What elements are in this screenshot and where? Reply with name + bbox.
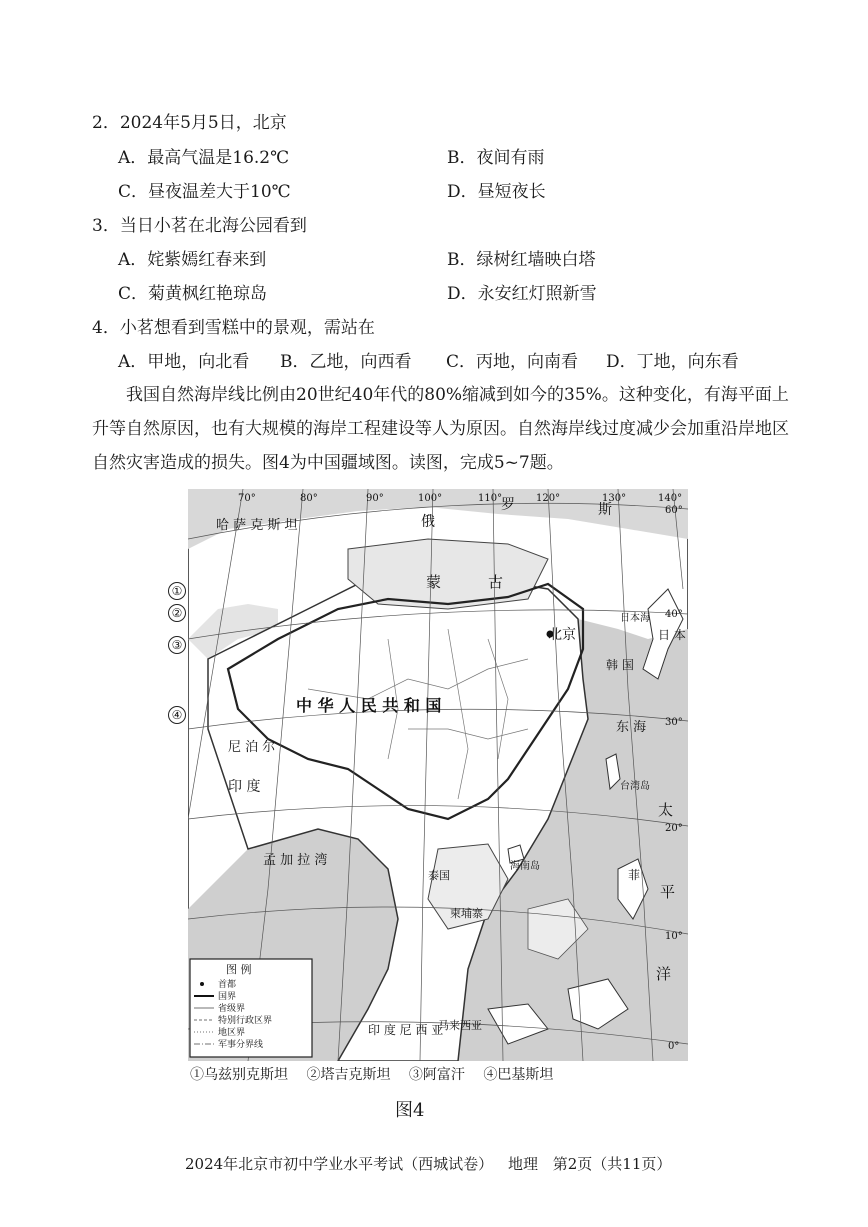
key-item-1: ①乌兹别克斯坦 — [190, 1067, 288, 1083]
label-russia-1: 俄 — [421, 514, 435, 530]
label-russia-2: 罗 — [501, 497, 515, 513]
label-china: 中 华 人 民 共 和 国 — [296, 696, 442, 715]
question-2-option-d: D．昼短夜长 — [447, 182, 546, 202]
label-thailand: 泰国 — [428, 869, 450, 882]
question-2-option-a: A．最高气温是16.2℃ — [118, 148, 290, 168]
callout-2: ② — [168, 604, 186, 622]
legend-item-provincial-border: 省级界 — [218, 1004, 246, 1014]
lat-label-0: 0° — [668, 1041, 680, 1052]
key-item-3: ③阿富汗 — [408, 1067, 465, 1083]
label-mongolia-1: 蒙 — [426, 573, 442, 591]
label-taiwan: 台湾岛 — [620, 781, 650, 792]
lon-label-100: 100° — [418, 493, 443, 504]
lon-label-120: 120° — [536, 493, 561, 504]
legend-item-national-border: 国界 — [218, 992, 237, 1002]
question-4-option-a: A．甲地，向北看 — [118, 352, 250, 372]
question-3-option-c: C．菊黄枫红艳琼岛 — [118, 284, 268, 304]
label-sea-of-japan: 日本海 — [620, 613, 650, 624]
lat-label-10: 10° — [665, 931, 683, 942]
legend-capital-symbol — [200, 982, 204, 986]
question-3-option-a: A．姹紫嫣红春来到 — [118, 250, 267, 270]
question-3-stem: 3．当日小茗在北海公园看到 — [92, 216, 307, 236]
footer-subject: 地理 — [507, 1155, 538, 1173]
label-east-china-sea: 东 海 — [616, 720, 647, 735]
lat-label-60: 60° — [665, 505, 683, 516]
lon-label-70: 70° — [238, 493, 256, 504]
legend-item-military-line: 军事分界线 — [218, 1040, 264, 1050]
label-bay-of-bengal: 孟 加 拉 湾 — [263, 853, 328, 868]
legend-item-capital: 首都 — [218, 980, 237, 990]
page-footer — [185, 1153, 681, 1174]
label-indonesia: 印 度 尼 西 亚 — [368, 1023, 444, 1037]
question-2-stem: 2．2024年5月5日，北京 — [92, 113, 287, 133]
label-philippines: 菲 — [628, 868, 641, 882]
map-country-key — [190, 1064, 567, 1084]
label-japan: 日 本 — [658, 628, 686, 642]
question-2-option-c: C．昼夜温差大于10℃ — [118, 182, 291, 202]
question-4-option-c: C．丙地，向南看 — [446, 352, 579, 372]
question-3-option-d: D．永安红灯照新雪 — [447, 284, 597, 304]
label-pacific-2: 平 — [660, 883, 676, 901]
label-beijing: 北京 — [548, 627, 576, 643]
label-pacific-3: 洋 — [656, 965, 672, 983]
lon-label-90: 90° — [366, 493, 384, 504]
lat-label-30: 30° — [665, 717, 683, 728]
callout-1: ① — [168, 582, 186, 600]
lat-label-20: 20° — [665, 823, 683, 834]
legend-item-region-border: 地区界 — [218, 1028, 246, 1038]
callout-3: ③ — [168, 636, 186, 654]
question-2-option-b: B．夜间有雨 — [447, 148, 545, 168]
legend-item-sar-border: 特别行政区界 — [218, 1016, 273, 1026]
label-cambodia: 柬埔寨 — [450, 907, 483, 920]
lon-label-80: 80° — [300, 493, 318, 504]
lat-label-40: 40° — [665, 609, 683, 620]
label-korea: 韩 国 — [606, 658, 634, 672]
passage-text: 我国自然海岸线比例由20世纪40年代的80%缩减到如今的35%。这种变化，有海平面上升等自然原因，也有大规模的海岸工程建设等人为原因。自然海岸线过度减少会加重沿岸地区自然灾害造成的损失。图4为中国疆域图。读图，完成5~7题。 — [92, 385, 789, 473]
lon-label-130: 130° — [602, 493, 627, 504]
label-india: 印 度 — [228, 779, 261, 795]
label-kazakhstan: 哈 萨 克 斯 坦 — [216, 518, 298, 533]
key-item-4: ④巴基斯坦 — [483, 1067, 554, 1083]
label-malaysia: 马来西亚 — [438, 1019, 482, 1032]
key-item-2: ②塔吉克斯坦 — [306, 1067, 391, 1083]
china-territory-map — [188, 489, 688, 1061]
lon-label-110: 110° — [478, 493, 503, 504]
question-4-stem: 4．小茗想看到雪糕中的景观，需站在 — [92, 318, 375, 338]
question-4-option-b: B．乙地，向西看 — [280, 352, 412, 372]
question-3-option-b: B．绿树红墙映白塔 — [447, 250, 596, 270]
figure-title: 图4 — [395, 1100, 425, 1121]
label-hainan: 海南岛 — [510, 861, 540, 872]
label-mongolia-2: 古 — [488, 573, 504, 591]
label-pacific-1: 太 — [658, 801, 674, 819]
legend-title: 图 例 — [226, 963, 252, 976]
lon-label-140: 140° — [658, 493, 683, 504]
label-nepal: 尼 泊 尔 — [228, 740, 276, 755]
label-russia-3: 斯 — [598, 502, 612, 518]
callout-4: ④ — [168, 706, 186, 724]
footer-exam-title: 2024年北京市初中学业水平考试（西城试卷） — [185, 1155, 494, 1173]
footer-page-number: 第2页（共11页） — [552, 1155, 672, 1173]
question-4-option-d: D．丁地，向东看 — [606, 352, 739, 372]
